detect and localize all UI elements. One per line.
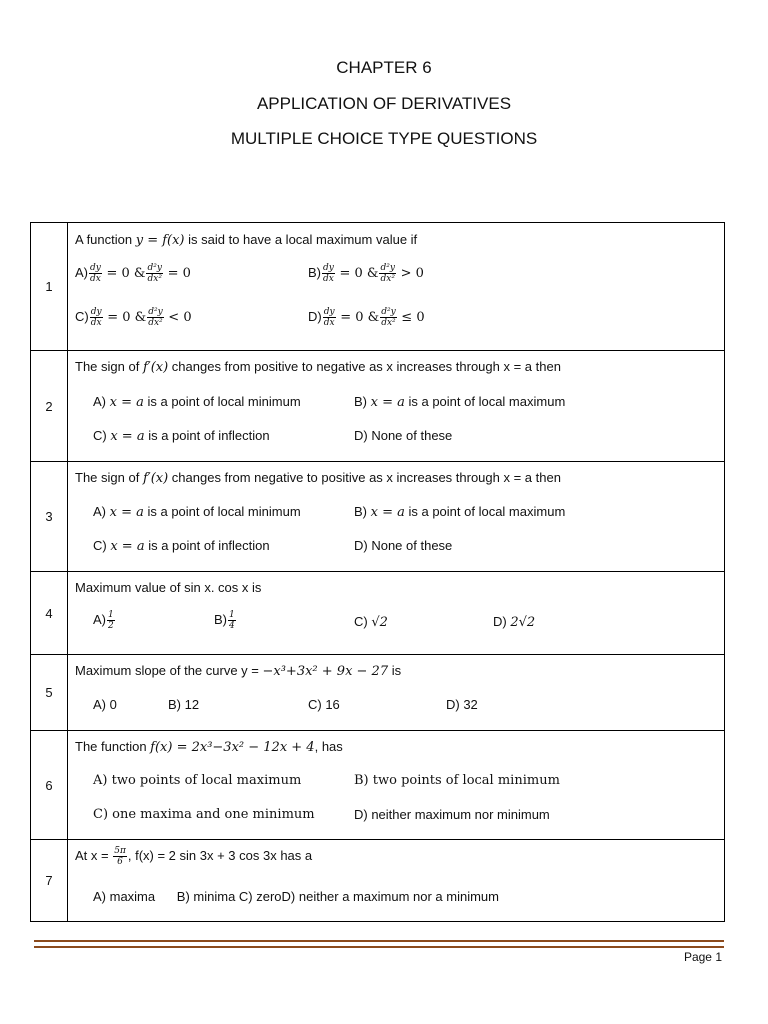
options-line: A) maxima B) minima C) zeroD) neither a maximum nor a minimum — [93, 889, 499, 904]
option-d: D) $\frac{dy}{dx}$ = 0 & $\frac{\text{d²y}}{\text{dx²}}$ ≤ 0 — [308, 307, 425, 328]
question-number: 2 — [31, 351, 68, 462]
option-a: A) x = a is a point of local minimum — [93, 394, 301, 410]
question-cell — [68, 223, 725, 351]
option-c: C) √2 — [354, 614, 388, 630]
option-c: C) one maxima and one minimum — [93, 807, 315, 822]
question-stem: At x = $\frac{5\pi}{6}$ , f(x) = 2 sin 3x + 3 cos 3x has a — [75, 846, 313, 867]
section-subtitle: MULTIPLE CHOICE TYPE QUESTIONS — [230, 129, 538, 148]
question-cell — [68, 731, 725, 840]
option-d: D) 32 — [446, 697, 478, 712]
question-stem: Maximum value of sin x. cos x is — [75, 580, 262, 595]
question-row — [31, 572, 725, 655]
question-number: 1 — [31, 223, 68, 351]
question-cell — [68, 655, 725, 731]
option-d: D) 2√2 — [493, 614, 536, 630]
option-d: D) neither maximum nor minimum — [354, 807, 550, 822]
option-d: D) None of these — [354, 538, 453, 553]
option-b: B) two points of local minimum — [354, 773, 560, 788]
option-c: C) 16 — [308, 697, 340, 712]
option-d: D) None of these — [354, 428, 453, 443]
question-number: 6 — [31, 731, 68, 840]
question-stem: The sign of f′(x) changes from positive to negative as x increases through x = a then — [75, 359, 561, 375]
question-row — [31, 223, 725, 351]
option-a: A) $\frac{1}{2}$ — [93, 610, 114, 631]
question-row — [31, 731, 725, 840]
option-a: A) 0 — [93, 697, 117, 712]
question-number: 7 — [31, 840, 68, 922]
questions-table — [30, 222, 725, 922]
question-cell — [68, 840, 725, 922]
question-row — [31, 462, 725, 572]
question-row — [31, 351, 725, 462]
option-a: A) two points of local maximum — [93, 773, 302, 788]
chapter-heading: CHAPTER 6 — [336, 58, 432, 77]
question-row — [31, 655, 725, 731]
option-a: A) x = a is a point of local minimum — [93, 504, 301, 520]
option-b: B) x = a is a point of local maximum — [354, 394, 566, 410]
chapter-title: APPLICATION OF DERIVATIVES — [256, 94, 512, 113]
option-b: B) $\frac{1}{4}$ — [214, 610, 235, 631]
question-stem: The sign of f′(x) changes from negative to positive as x increases through x = a then — [75, 470, 561, 486]
question-stem: Maximum slope of the curve y = −x³+3x² + 9x − 27 is — [75, 663, 402, 679]
question-cell — [68, 572, 725, 655]
option-c: C) x = a is a point of inflection — [93, 538, 270, 554]
option-c: C) $\frac{dy}{dx}$ = 0 & $\frac{\text{d²y}}{\text{dx²}}$ < 0 — [75, 307, 192, 328]
option-b: B) $\frac{dy}{dx}$ = 0 & $\frac{\text{d²y}}{\text{dx²}}$ > 0 — [308, 263, 424, 284]
option-c: C) x = a is a point of inflection — [93, 428, 270, 444]
question-row — [31, 840, 725, 922]
footer-rule — [34, 940, 724, 948]
question-stem: A function y = f(x) is said to have a local maximum value if — [75, 232, 418, 248]
question-number: 3 — [31, 462, 68, 572]
option-b: B) 12 — [168, 697, 200, 712]
option-a: A) $\frac{dy}{dx}$ = 0 & $\frac{\text{d²y}}{\text{dx²}}$ = 0 — [75, 263, 191, 284]
question-stem: The function f(x) = 2x³−3x² − 12x + 4, has — [75, 739, 343, 755]
question-cell — [68, 351, 725, 462]
page-number: Page 1 — [683, 950, 722, 964]
option-b: B) x = a is a point of local maximum — [354, 504, 566, 520]
question-number: 4 — [31, 572, 68, 655]
question-number: 5 — [31, 655, 68, 731]
question-cell — [68, 462, 725, 572]
